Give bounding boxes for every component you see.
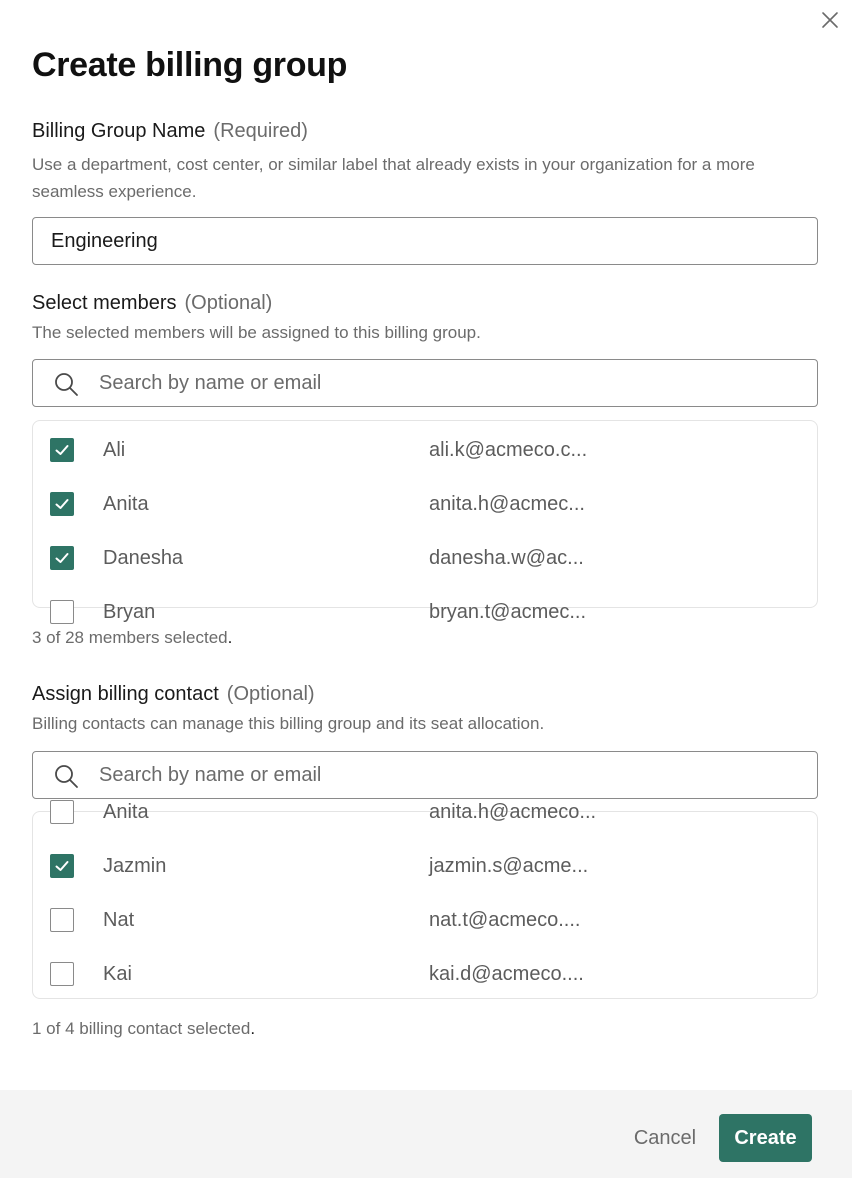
billing-group-name-section: [32, 120, 818, 205]
members-count-text: 3 of 28 members selected: [32, 628, 228, 647]
billing-contact-list[interactable]: [32, 801, 818, 999]
required-qualifier: (Required): [213, 120, 308, 142]
billing-contact-optional-qualifier: (Optional): [226, 683, 315, 705]
create-button[interactable]: Create: [719, 1114, 812, 1162]
billing-contact-help: Billing contacts can manage this billing group and its seat allocation.: [32, 714, 545, 733]
member-email: danesha.w@ac...: [429, 547, 584, 569]
billing-group-name-input[interactable]: [32, 217, 818, 265]
billing-group-name-label-text: Billing Group Name: [32, 120, 206, 142]
billing-contact-selected-count: [32, 1019, 255, 1039]
billing-contact-label-text: Assign billing contact: [32, 683, 219, 705]
contact-email: jazmin.s@acme...: [429, 855, 589, 877]
billing-contact-label: [32, 683, 818, 706]
contact-email: nat.t@acmeco....: [429, 909, 581, 931]
billing-group-name-label: [32, 120, 818, 143]
cancel-button[interactable]: Cancel: [620, 1114, 710, 1162]
dialog-footer: [0, 1090, 852, 1178]
contact-checkbox[interactable]: [50, 800, 74, 824]
member-checkbox[interactable]: [50, 438, 74, 462]
member-row[interactable]: [33, 423, 817, 477]
member-name: Bryan: [103, 601, 156, 623]
contact-name: Anita: [103, 801, 149, 823]
member-checkbox[interactable]: [50, 492, 74, 516]
close-button[interactable]: [818, 8, 842, 32]
member-name: Danesha: [103, 547, 184, 569]
members-optional-qualifier: (Optional): [184, 292, 273, 314]
member-email: anita.h@acmec...: [429, 493, 585, 515]
search-icon: [53, 371, 79, 397]
members-selected-count: [32, 628, 232, 648]
members-section: [32, 292, 818, 346]
member-name: Anita: [103, 493, 149, 515]
members-label: [32, 292, 818, 315]
contact-checkbox[interactable]: [50, 962, 74, 986]
contact-email: anita.h@acmeco...: [429, 801, 597, 823]
contact-row[interactable]: [33, 893, 817, 947]
members-search-input[interactable]: [99, 360, 799, 406]
dialog-title: Create billing group: [32, 46, 348, 84]
billing-group-name-help: Use a department, cost center, or similar label that already exists in your organization for a more seamless experience.: [32, 155, 755, 201]
checkmark-icon: [54, 442, 70, 458]
member-checkbox[interactable]: [50, 600, 74, 624]
member-row[interactable]: [33, 531, 817, 585]
close-icon: [818, 8, 842, 32]
checkmark-icon: [54, 496, 70, 512]
members-list[interactable]: [32, 420, 818, 623]
contact-name: Jazmin: [103, 855, 167, 877]
members-count-period: .: [227, 628, 233, 647]
checkmark-icon: [54, 858, 70, 874]
contact-checkbox[interactable]: [50, 908, 74, 932]
members-help: The selected members will be assigned to this billing group.: [32, 323, 481, 342]
contact-checkbox[interactable]: [50, 854, 74, 878]
members-search[interactable]: [32, 359, 818, 407]
checkmark-icon: [54, 550, 70, 566]
contact-name: Kai: [103, 963, 132, 985]
billing-contact-count-period: .: [250, 1019, 256, 1038]
contact-row[interactable]: [33, 947, 817, 1001]
member-checkbox[interactable]: [50, 546, 74, 570]
billing-contact-section: [32, 683, 818, 737]
member-email: ali.k@acmeco.c...: [429, 439, 588, 461]
members-label-text: Select members: [32, 292, 177, 314]
contact-email: kai.d@acmeco....: [429, 963, 584, 985]
contact-row[interactable]: [33, 839, 817, 893]
contact-name: Nat: [103, 909, 135, 931]
member-email: bryan.t@acmec...: [429, 601, 587, 623]
billing-contact-count-text: 1 of 4 billing contact selected: [32, 1019, 251, 1038]
member-row[interactable]: [33, 477, 817, 531]
member-name: Ali: [103, 439, 126, 461]
contact-row[interactable]: [33, 785, 817, 839]
